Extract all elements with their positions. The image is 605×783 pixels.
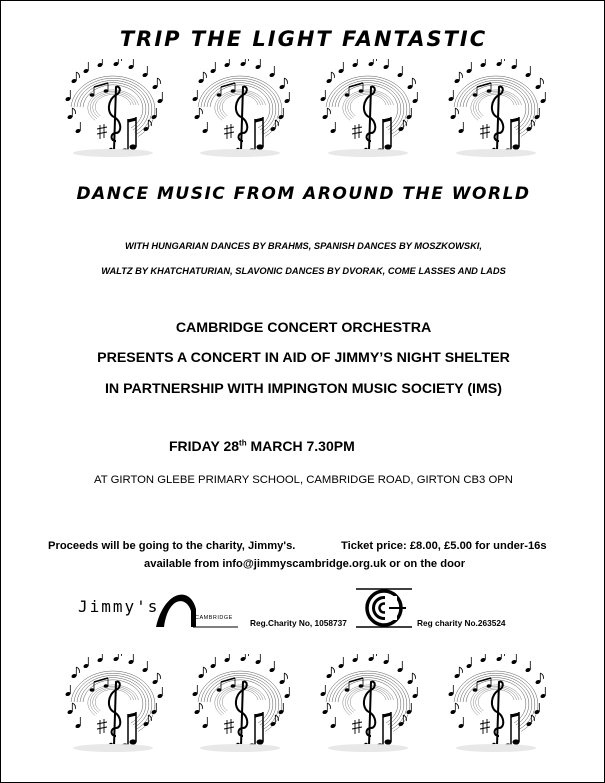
jimmys-logo-text: Jimmy's	[78, 597, 160, 616]
jimmys-logo	[78, 583, 238, 629]
music-notes-swirl-icon	[56, 654, 171, 754]
poster-title: TRIP THE LIGHT FANTASTIC	[119, 27, 488, 51]
event-venue: AT GIRTON GLEBE PRIMARY SCHOOL, CAMBRIDGE ROAD, GIRTON CB3 OPN	[94, 474, 513, 486]
date-rest: MARCH 7.30PM	[246, 438, 355, 454]
music-decoration-row-top	[1, 59, 605, 159]
music-notes-swirl-icon	[439, 654, 554, 754]
music-notes-swirl-icon	[311, 59, 426, 159]
jimmys-charity-number: Reg.Charity No, 1058737	[250, 618, 347, 628]
poster-subtitle: DANCE MUSIC FROM AROUND THE WORLD	[76, 184, 531, 204]
jimmys-logo-subtext: CAMBRIDGE	[195, 615, 233, 621]
date-ordinal: th	[239, 438, 247, 448]
music-notes-swirl-icon	[183, 654, 298, 754]
event-date	[169, 438, 355, 454]
music-notes-swirl-icon	[439, 59, 554, 159]
music-notes-swirl-icon	[311, 654, 426, 754]
program-line-2: WALTZ BY KHATCHATURIAN, SLAVONIC DANCES BY DVORAK, COME LASSES AND LADS	[101, 266, 506, 276]
proceeds-text: Proceeds will be going to the charity, Jimmy's.	[48, 540, 296, 552]
date-prefix: FRIDAY 28	[169, 438, 240, 454]
ims-logo	[356, 586, 412, 630]
music-decoration-row-bottom	[1, 654, 605, 754]
ticket-availability: available from info@jimmyscambridge.org.uk or on the door	[144, 558, 466, 570]
presenter-line-1: CAMBRIDGE CONCERT ORCHESTRA	[175, 320, 432, 336]
ticket-price: Ticket price: £8.00, £5.00 for under-16s	[341, 540, 547, 552]
ims-logo-icon	[356, 586, 412, 630]
music-notes-swirl-icon	[56, 59, 171, 159]
program-line-1: WITH HUNGARIAN DANCES BY BRAHMS, SPANISH DANCES BY MOSZKOWSKI,	[125, 241, 482, 251]
presenter-line-3: IN PARTNERSHIP WITH IMPINGTON MUSIC SOCIETY (IMS)	[104, 381, 502, 397]
presenter-line-2: PRESENTS A CONCERT IN AID OF JIMMY’S NIGHT SHELTER	[97, 350, 510, 366]
ims-charity-number: Reg charity No.263524	[417, 618, 506, 628]
music-notes-swirl-icon	[183, 59, 298, 159]
